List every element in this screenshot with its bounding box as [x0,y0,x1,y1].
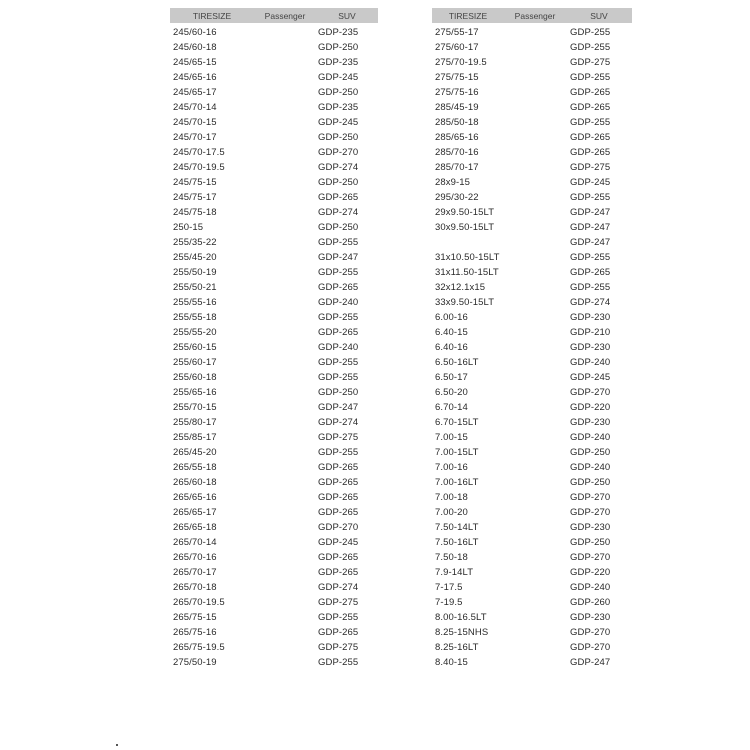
table-row [432,130,632,145]
suv-code-cell: GDP-235 [318,102,359,113]
table-row [432,415,632,430]
suv-code-cell: GDP-255 [318,372,359,383]
table-row [432,295,632,310]
tire-size-cell: 6.40-16 [435,342,468,353]
tire-size-cell: 265/70-18 [173,582,217,593]
suv-code-cell: GDP-255 [318,657,359,668]
tire-size-cell: 275/50-19 [173,657,217,668]
suv-code-cell: GDP-245 [570,372,611,383]
table-row [170,160,378,175]
table-row [170,100,378,115]
table-row [432,205,632,220]
table-row [432,340,632,355]
table-row [432,475,632,490]
table-row [170,460,378,475]
suv-code-cell: GDP-245 [318,72,359,83]
suv-code-cell: GDP-250 [570,477,611,488]
suv-code-cell: GDP-230 [570,522,611,533]
suv-code-cell: GDP-250 [318,222,359,233]
table-row [170,235,378,250]
tire-size-cell: 255/85-17 [173,432,217,443]
tire-size-cell: 6.40-15 [435,327,468,338]
suv-code-cell: GDP-270 [570,387,611,398]
tire-size-cell: 265/70-14 [173,537,217,548]
tire-size-cell: 265/65-17 [173,507,217,518]
tire-size-cell: 275/55-17 [435,27,479,38]
tire-size-cell: 255/55-20 [173,327,217,338]
tire-size-cell: 285/50-18 [435,117,479,128]
tire-size-cell: 6.00-16 [435,312,468,323]
suv-code-cell: GDP-274 [318,162,359,173]
table-row [170,25,378,40]
table-row [170,415,378,430]
suv-code-cell: GDP-265 [318,552,359,563]
suv-code-cell: GDP-245 [570,177,611,188]
table-row [432,355,632,370]
suv-code-cell: GDP-270 [318,147,359,158]
tire-size-cell: 6.50-17 [435,372,468,383]
suv-code-cell: GDP-274 [570,297,611,308]
tire-size-cell: 8.25-16LT [435,642,479,653]
suv-code-cell: GDP-250 [570,537,611,548]
suv-code-cell: GDP-255 [570,27,611,38]
suv-code-cell: GDP-255 [318,267,359,278]
tire-size-cell: 245/70-14 [173,102,217,113]
tire-size-cell: 6.50-20 [435,387,468,398]
suv-code-cell: GDP-250 [318,42,359,53]
table-row [170,295,378,310]
header-passenger: Passenger [514,10,556,21]
tire-size-cell: 7.00-18 [435,492,468,503]
table-row [170,580,378,595]
tire-size-cell: 265/70-19.5 [173,597,225,608]
tire-size-cell: 255/50-19 [173,267,217,278]
tire-size-cell: 8.25-15NHS [435,627,489,638]
suv-code-cell: GDP-265 [570,147,611,158]
header-suv: SUV [590,10,608,21]
tire-size-cell: 6.70-15LT [435,417,479,428]
suv-code-cell: GDP-270 [570,552,611,563]
suv-code-cell: GDP-265 [570,132,611,143]
table-row [432,235,632,250]
table-row [432,265,632,280]
suv-code-cell: GDP-247 [570,222,611,233]
suv-code-cell: GDP-255 [570,42,611,53]
table-row [170,70,378,85]
header-suv: SUV [338,10,356,21]
table-row [432,445,632,460]
tire-size-cell: 285/70-16 [435,147,479,158]
table-row [432,370,632,385]
suv-code-cell: GDP-255 [570,72,611,83]
tire-size-cell: 285/45-19 [435,102,479,113]
table-row [170,55,378,70]
table-row [432,520,632,535]
table-row [432,460,632,475]
tire-size-cell: 31x10.50-15LT [435,252,500,263]
suv-code-cell: GDP-255 [570,117,611,128]
table-row [170,325,378,340]
suv-code-cell: GDP-250 [570,447,611,458]
suv-code-cell: GDP-265 [318,507,359,518]
table-row [432,430,632,445]
table-row [432,220,632,235]
tire-size-cell: 7.00-20 [435,507,468,518]
tire-size-cell: 265/65-16 [173,492,217,503]
tire-size-cell: 7-17.5 [435,582,463,593]
table-row [432,655,632,670]
tire-size-cell: 250-15 [173,222,204,233]
tire-size-cell: 7.50-16LT [435,537,479,548]
suv-code-cell: GDP-255 [318,447,359,458]
table-row [432,115,632,130]
table-row [432,610,632,625]
tire-size-cell: 255/60-17 [173,357,217,368]
table-row [170,655,378,670]
table-row [432,40,632,55]
tire-size-cell: 245/60-16 [173,27,217,38]
suv-code-cell: GDP-265 [318,492,359,503]
suv-code-cell: GDP-270 [570,627,611,638]
left-table-rows [170,25,378,670]
suv-code-cell: GDP-255 [318,612,359,623]
tire-size-cell: 8.00-16.5LT [435,612,487,623]
tire-size-cell: 7.00-15LT [435,447,479,458]
suv-code-cell: GDP-270 [318,522,359,533]
tire-size-cell: 245/70-19.5 [173,162,225,173]
tire-size-cell: 295/30-22 [435,192,479,203]
table-row [170,205,378,220]
table-row [170,610,378,625]
tire-size-cell: 7.9-14LT [435,567,474,578]
table-row [170,565,378,580]
tire-size-cell: 7.00-15 [435,432,468,443]
suv-code-cell: GDP-245 [318,117,359,128]
table-row [432,310,632,325]
table-row [432,55,632,70]
tire-size-cell: 255/55-18 [173,312,217,323]
table-row [432,280,632,295]
suv-code-cell: GDP-240 [570,582,611,593]
suv-code-cell: GDP-220 [570,402,611,413]
table-row [432,625,632,640]
header-tiresize: TIRESIZE [192,10,232,21]
suv-code-cell: GDP-247 [570,657,611,668]
suv-code-cell: GDP-255 [318,312,359,323]
table-row [432,325,632,340]
suv-code-cell: GDP-230 [570,342,611,353]
left-table-header [170,8,378,23]
tire-size-cell: 7.00-16LT [435,477,479,488]
suv-code-cell: GDP-240 [318,342,359,353]
tire-size-cell: 245/65-16 [173,72,217,83]
suv-code-cell: GDP-265 [318,192,359,203]
tire-size-cell: 245/70-17.5 [173,147,225,158]
tire-size-cell: 31x11.50-15LT [435,267,499,278]
tire-size-cell: 7.50-14LT [435,522,479,533]
suv-code-cell: GDP-270 [570,492,611,503]
tire-size-cell: 29x9.50-15LT [435,207,495,218]
tire-size-cell: 255/80-17 [173,417,217,428]
tire-size-cell: 265/75-15 [173,612,217,623]
suv-code-cell: GDP-250 [318,387,359,398]
table-row [170,475,378,490]
tire-size-cell: 28x9-15 [435,177,471,188]
table-row [170,130,378,145]
table-row [170,640,378,655]
tire-size-cell: 275/60-17 [435,42,479,53]
table-row [170,535,378,550]
suv-code-cell: GDP-230 [570,417,611,428]
tire-size-cell: 265/65-18 [173,522,217,533]
suv-code-cell: GDP-247 [318,402,359,413]
table-row [432,85,632,100]
table-row [432,175,632,190]
suv-code-cell: GDP-240 [318,297,359,308]
table-row [170,85,378,100]
table-row [170,280,378,295]
table-row [170,625,378,640]
table-row [170,385,378,400]
suv-code-cell: GDP-265 [318,462,359,473]
table-row [170,250,378,265]
suv-code-cell: GDP-247 [318,252,359,263]
tire-size-cell: 285/70-17 [435,162,479,173]
right-table-rows [432,25,632,670]
tire-size-cell: 255/45-20 [173,252,217,263]
table-row [432,70,632,85]
suv-code-cell: GDP-274 [318,207,359,218]
tire-size-cell: 245/75-15 [173,177,217,188]
suv-code-cell: GDP-247 [570,237,611,248]
suv-code-cell: GDP-265 [318,567,359,578]
table-row [170,265,378,280]
tire-size-cell: 245/75-18 [173,207,217,218]
tire-size-cell: 255/35-22 [173,237,217,248]
tire-size-cell: 245/70-15 [173,117,217,128]
left-tire-table [170,8,378,670]
tire-size-cell: 30x9.50-15LT [435,222,495,233]
suv-code-cell: GDP-275 [318,432,359,443]
table-row [170,220,378,235]
tire-size-cell: 255/65-16 [173,387,217,398]
suv-code-cell: GDP-275 [318,597,359,608]
table-row [432,490,632,505]
tire-size-cell: 255/55-16 [173,297,217,308]
tire-size-cell: 265/75-19.5 [173,642,225,653]
suv-code-cell: GDP-274 [318,582,359,593]
tire-size-cell: 265/70-16 [173,552,217,563]
table-row [170,370,378,385]
table-row [170,520,378,535]
suv-code-cell: GDP-265 [318,477,359,488]
tire-size-cell: 275/70-19.5 [435,57,487,68]
table-row [170,595,378,610]
suv-code-cell: GDP-245 [318,537,359,548]
tire-size-cell: 255/60-15 [173,342,217,353]
table-row [170,550,378,565]
table-row [170,340,378,355]
tire-size-cell: 7.00-16 [435,462,468,473]
tire-size-cell: 275/75-15 [435,72,479,83]
suv-code-cell: GDP-265 [570,267,611,278]
suv-code-cell: GDP-247 [570,207,611,218]
suv-code-cell: GDP-275 [318,642,359,653]
right-tire-table [432,8,632,670]
suv-code-cell: GDP-255 [570,192,611,203]
suv-code-cell: GDP-230 [570,312,611,323]
suv-code-cell: GDP-265 [570,102,611,113]
tire-size-cell: 255/60-18 [173,372,217,383]
suv-code-cell: GDP-270 [570,507,611,518]
suv-code-cell: GDP-250 [318,87,359,98]
suv-code-cell: GDP-275 [570,162,611,173]
table-row [170,190,378,205]
header-passenger: Passenger [264,10,306,21]
suv-code-cell: GDP-265 [318,327,359,338]
tire-size-cell: 245/70-17 [173,132,217,143]
table-row [432,400,632,415]
right-table-header [432,8,632,23]
table-row [432,595,632,610]
tire-size-cell: 265/55-18 [173,462,217,473]
suv-code-cell: GDP-255 [570,282,611,293]
tire-size-cell: 245/75-17 [173,192,217,203]
suv-code-cell: GDP-250 [318,132,359,143]
suv-code-cell: GDP-235 [318,57,359,68]
suv-code-cell: GDP-220 [570,567,611,578]
suv-code-cell: GDP-255 [318,357,359,368]
suv-code-cell: GDP-274 [318,417,359,428]
suv-code-cell: GDP-250 [318,177,359,188]
tire-size-cell: 285/65-16 [435,132,479,143]
table-row [432,25,632,40]
tire-size-cell: 265/70-17 [173,567,217,578]
suv-code-cell: GDP-240 [570,432,611,443]
suv-code-cell: GDP-265 [318,282,359,293]
table-row [432,160,632,175]
tire-size-cell: 255/70-15 [173,402,217,413]
table-row [170,115,378,130]
table-row [432,550,632,565]
table-row [170,145,378,160]
suv-code-cell: GDP-210 [570,327,611,338]
table-row [432,145,632,160]
tire-size-cell: 245/65-15 [173,57,217,68]
tire-size-cell: 265/45-20 [173,447,217,458]
tire-size-cell: 32x12.1x15 [435,282,486,293]
suv-code-cell: GDP-240 [570,357,611,368]
table-row [432,100,632,115]
suv-code-cell: GDP-255 [318,237,359,248]
table-row [170,430,378,445]
tire-size-cell: 245/60-18 [173,42,217,53]
tire-size-cell: 255/50-21 [173,282,217,293]
table-row [170,505,378,520]
tire-size-cell: 6.70-14 [435,402,468,413]
tire-size-cell: 265/75-16 [173,627,217,638]
table-row [170,40,378,55]
table-row [170,490,378,505]
tire-size-cell: 265/60-18 [173,477,217,488]
suv-code-cell: GDP-270 [570,642,611,653]
tire-size-cell: 33x9.50-15LT [435,297,495,308]
suv-code-cell: GDP-265 [318,627,359,638]
table-row [170,445,378,460]
tire-size-cell: 245/65-17 [173,87,217,98]
suv-code-cell: GDP-265 [570,87,611,98]
tire-size-cell: 275/75-16 [435,87,479,98]
tire-size-cell: 8.40-15 [435,657,468,668]
table-row [432,250,632,265]
suv-code-cell: GDP-255 [570,252,611,263]
suv-code-cell: GDP-260 [570,597,611,608]
suv-code-cell: GDP-275 [570,57,611,68]
table-row [432,190,632,205]
table-row [432,385,632,400]
table-row [432,640,632,655]
stray-mark [116,744,118,746]
suv-code-cell: GDP-235 [318,27,359,38]
table-row [170,175,378,190]
table-row [170,400,378,415]
tire-size-cell: 6.50-16LT [435,357,479,368]
tire-size-cell: 7-19.5 [435,597,463,608]
table-row [432,580,632,595]
table-row [432,505,632,520]
table-row [432,565,632,580]
table-row [432,535,632,550]
tire-size-cell: 7.50-18 [435,552,468,563]
table-row [170,310,378,325]
table-row [170,355,378,370]
suv-code-cell: GDP-230 [570,612,611,623]
header-tiresize: TIRESIZE [448,10,488,21]
suv-code-cell: GDP-240 [570,462,611,473]
